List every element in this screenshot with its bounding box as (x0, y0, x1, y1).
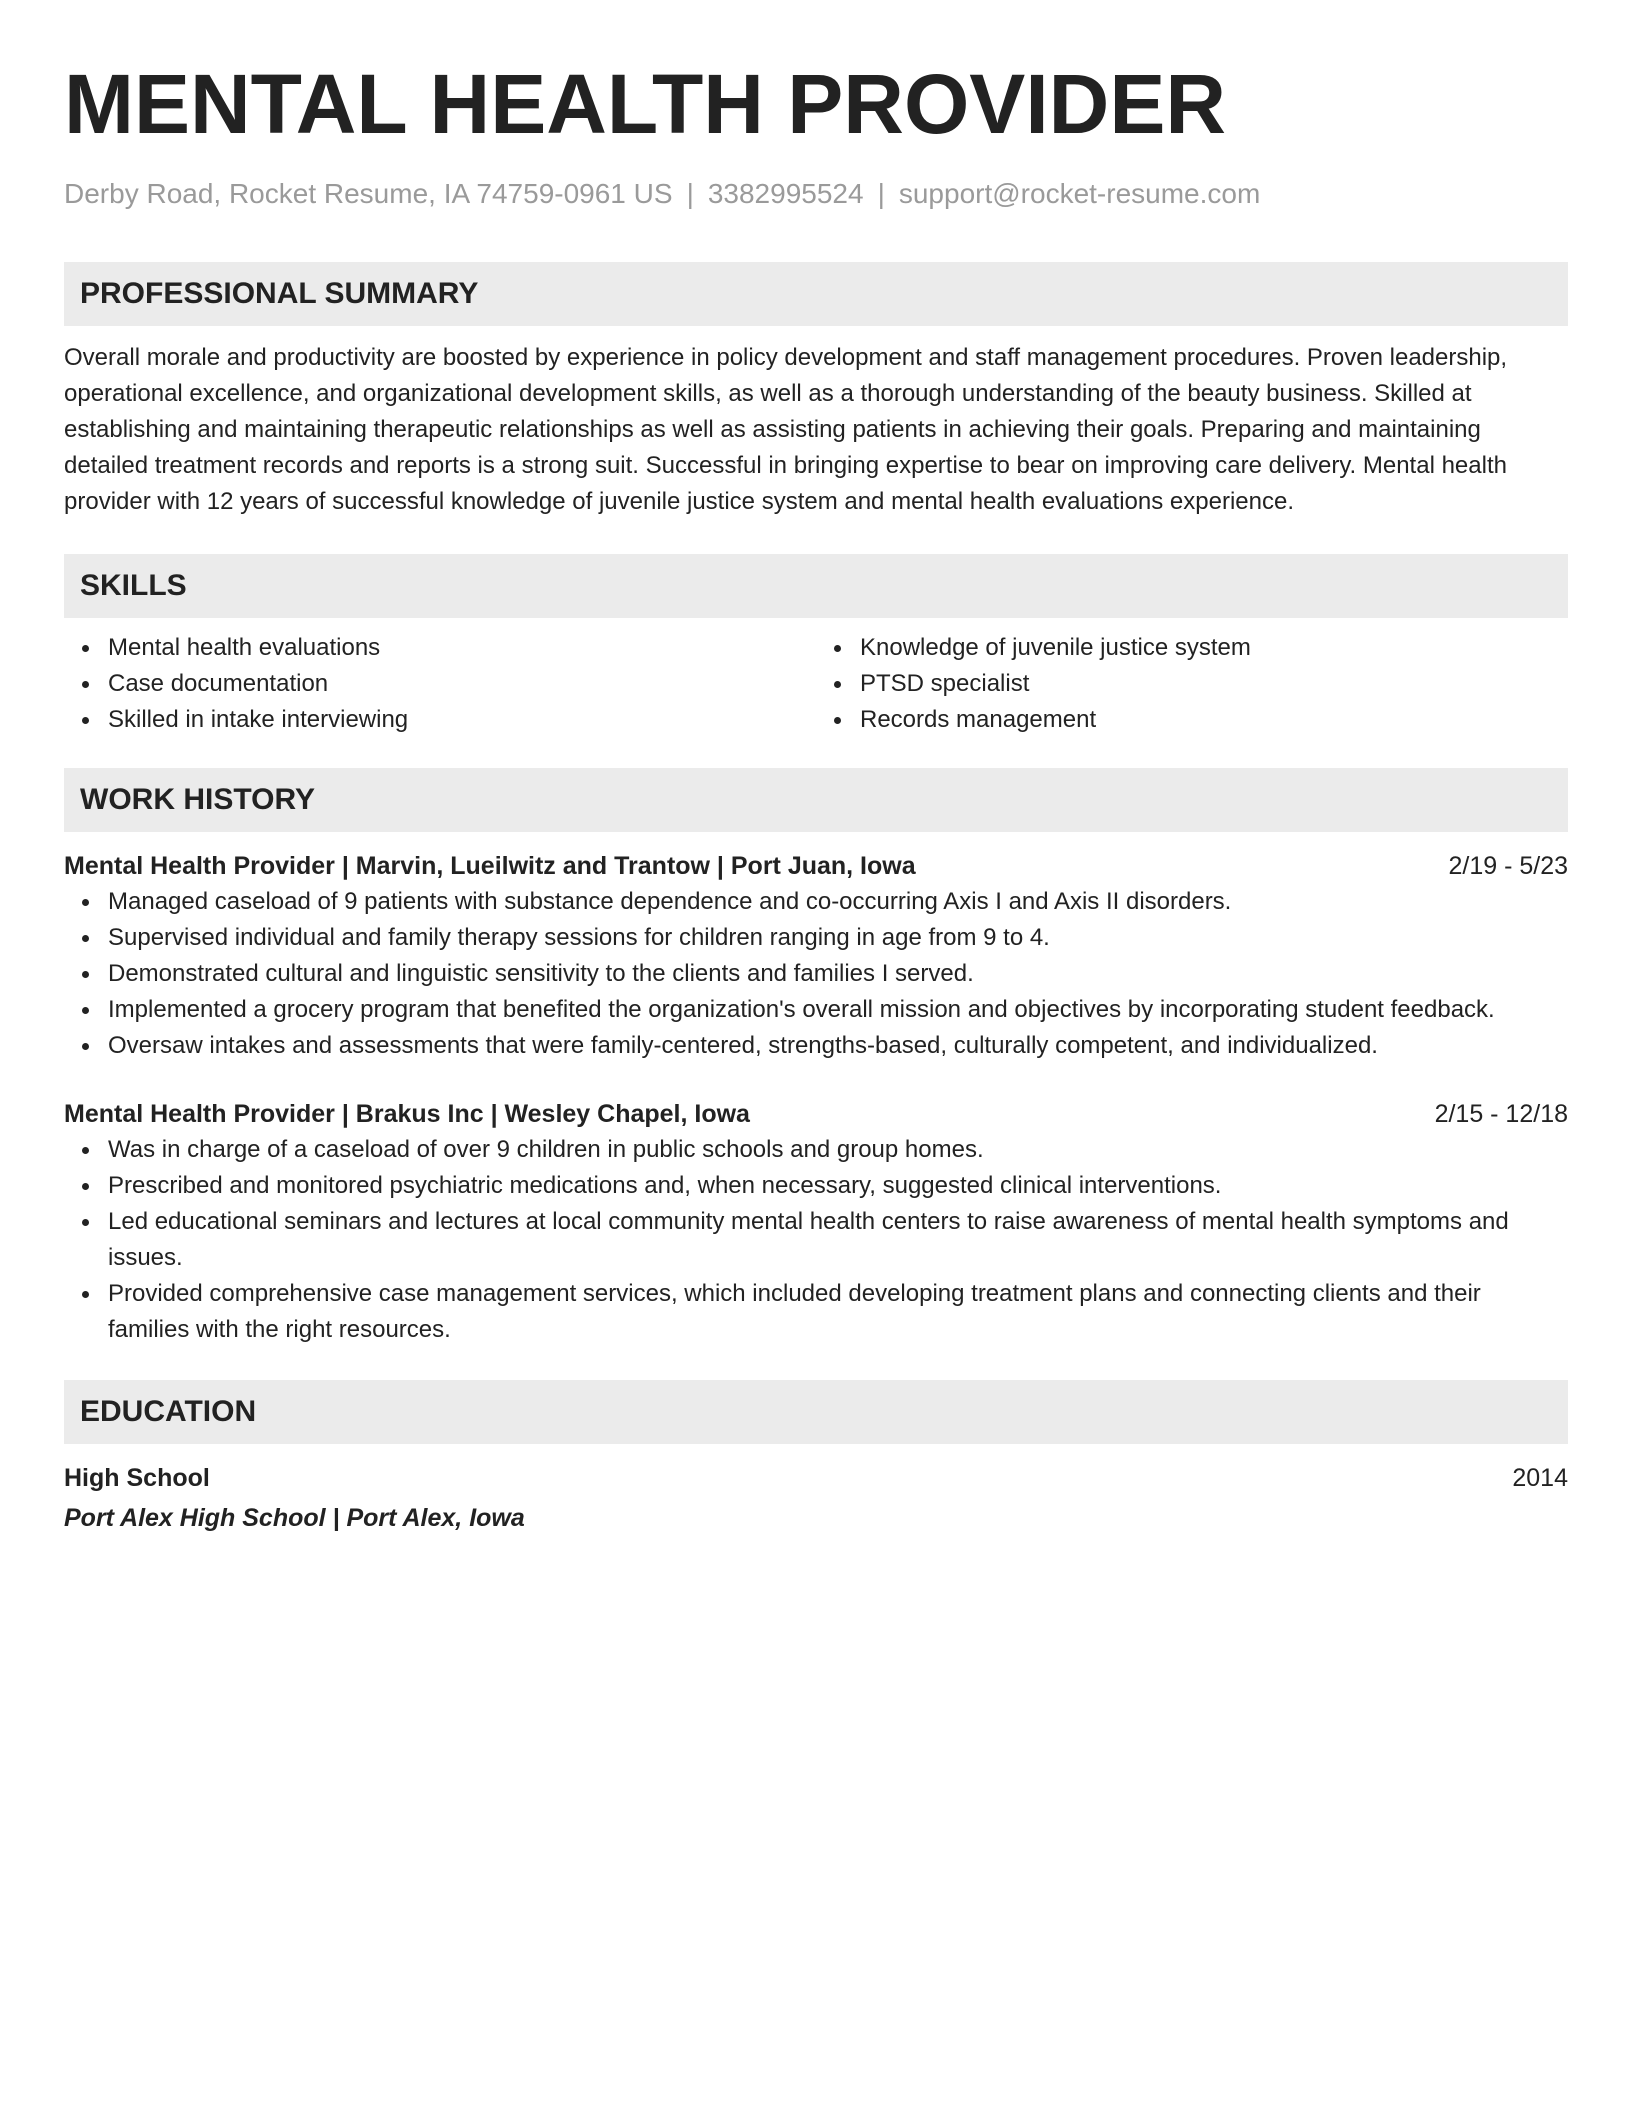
education-year: 2014 (1512, 1464, 1568, 1492)
section-header-education: EDUCATION (64, 1380, 1568, 1444)
skill-item: Records management (860, 702, 1568, 738)
job-bullet: Demonstrated cultural and linguistic sensitivity to the clients and families I served. (108, 956, 1568, 992)
education-school: Port Alex High School | Port Alex, Iowa (64, 1504, 525, 1532)
resume-name: MENTAL HEALTH PROVIDER (64, 57, 1227, 151)
job-bullet: Led educational seminars and lectures at local community mental health centers to raise awareness of mental health symptoms and issues. (108, 1204, 1568, 1276)
contact-separator: | (686, 178, 694, 209)
job-title-row (64, 848, 1568, 884)
job-dates: 2/19 - 5/23 (1448, 852, 1568, 880)
education-row (64, 1460, 1568, 1496)
job-title: Mental Health Provider | Brakus Inc | Wesley Chapel, Iowa (64, 1100, 750, 1128)
skill-item: Case documentation (108, 666, 816, 702)
job-entry (64, 1096, 1568, 1348)
skills-column-left (64, 630, 816, 738)
education-degree: High School (64, 1464, 210, 1492)
skill-item: Mental health evaluations (108, 630, 816, 666)
job-title: Mental Health Provider | Marvin, Lueilwitz and Trantow | Port Juan, Iowa (64, 852, 916, 880)
skills-list (64, 630, 1568, 738)
job-bullet: Oversaw intakes and assessments that were family-centered, strengths-based, culturally competent, and individualized. (108, 1028, 1568, 1064)
job-bullets (64, 1132, 1568, 1348)
skills-column-right (816, 630, 1568, 738)
job-bullet: Supervised individual and family therapy sessions for children ranging in age from 9 to 4. (108, 920, 1568, 956)
skill-item: Knowledge of juvenile justice system (860, 630, 1568, 666)
skill-item: PTSD specialist (860, 666, 1568, 702)
summary-text: Overall morale and productivity are boosted by experience in policy development and staff management procedures. Proven leadership, operational excellence, and organizational development skills, as well as a thorough understanding of the beauty business. Skilled at establishing and maintaining therapeutic relationships as well as assisting patients in achieving their goals. Preparing and maintaining detailed treatment records and reports is a strong suit. Successful in bringing expertise to bear on improving care delivery. Mental health provider with 12 years of successful knowledge of juvenile justice system and mental health evaluations experience. (64, 344, 1508, 515)
contact-email: support@rocket-resume.com (898, 178, 1261, 209)
contact-phone: 3382995524 (707, 178, 864, 209)
job-bullet: Was in charge of a caseload of over 9 children in public schools and group homes. (108, 1132, 1568, 1168)
job-bullet: Provided comprehensive case management services, which included developing treatment plans and connecting clients and their families with the right resources. (108, 1276, 1568, 1348)
job-entry (64, 848, 1568, 1064)
section-header-summary: PROFESSIONAL SUMMARY (64, 262, 1568, 326)
contact-line (64, 176, 1568, 212)
job-title-row (64, 1096, 1568, 1132)
job-bullets (64, 884, 1568, 1064)
job-bullet: Prescribed and monitored psychiatric medications and, when necessary, suggested clinical interventions. (108, 1168, 1568, 1204)
section-header-work-history: WORK HISTORY (64, 768, 1568, 832)
job-bullet: Managed caseload of 9 patients with substance dependence and co-occurring Axis I and Axis II disorders. (108, 884, 1568, 920)
job-dates: 2/15 - 12/18 (1434, 1100, 1568, 1128)
section-header-skills: SKILLS (64, 554, 1568, 618)
contact-separator: | (877, 178, 885, 209)
job-bullet: Implemented a grocery program that benefited the organization's overall mission and objectives by incorporating student feedback. (108, 992, 1568, 1028)
skill-item: Skilled in intake interviewing (108, 702, 816, 738)
contact-address: Derby Road, Rocket Resume, IA 74759-0961 US (64, 178, 673, 209)
